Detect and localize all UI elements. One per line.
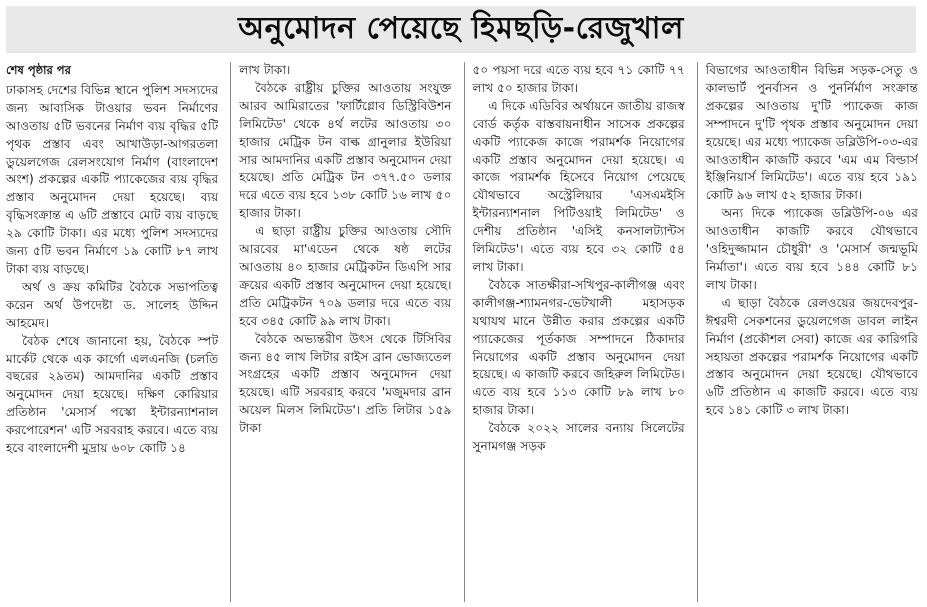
paragraph: বৈঠকে রাষ্ট্রীয় চুক্তির আওতায় সংযুক্ত আরব আমিরাতের 'ফার্টিগ্লোব ডিস্ট্রিবিউশন লিমিটেড' থেকে ৪র্থ লটের আওতায় ৩০ হাজার মেট্রিক টন বাল্ক গ্রানুলার ইউরিয়া সার আমদানির একটি প্রস্তাব অনুমোদন দেয়া হয়েছে। প্রতি মেট্রিক টন ৩৭৭.৫০ ডলার দরে এতে ব্যয় হবে ১৩৮ কোটি ১৬ লাখ ৫০ হাজার টাকা। — [239, 80, 452, 221]
paragraph: এ ছাড়া রাষ্ট্রীয় চুক্তির আওতায় সৌদি আরবের মা'এডেন থেকে ষষ্ঠ লটের আওতায় ৪০ হাজার মেট্রিকটন ডিএপি সার ক্রয়ের একটি প্রস্তাব অনুমোদন দেয়া হয়েছে। প্রতি মেট্রিকটন ৭০৯ ডলার দরে এতে ব্যয় হবে ৩৪৫ কোটি ৯৯ লাখ টাকা। — [239, 224, 452, 328]
article-column-3 — [464, 62, 685, 602]
paragraph: বৈঠকে অভ্যন্তরীণ উৎস থেকে টিসিবির জন্য ৪৫ লাখ লিটার রাইস ব্রান ভোজ্যতেল সংগ্রহের একটি প্রস্তাব অনুমোদন দেয়া হয়েছে। এটি সরবরাহ করবে 'মজুমদার ব্রান অয়েল মিলস লিমিটেড'। প্রতি লিটার ১৫৯ টাকা — [239, 331, 452, 436]
article-column-1 — [6, 62, 218, 602]
paragraph: ঢাকাসহ দেশের বিভিন্ন স্থানে পুলিশ সদস্যদের জন্য আবাসিক টাওয়ার ভবন নির্মাণের আওতায় ৫টি ভবনের নির্মাণ ব্যয় বৃদ্ধির ৫টি পৃথক প্রস্তাব এবং আখাউড়া-আগরতলা ডুয়েলগেজ রেলসংযোগ নির্মাণ (বাংলাদেশ অংশ) প্রকল্পের একটি প্যাকেজের ব্যয় বৃদ্ধির প্রস্তাব অনুমোদন দেয়া হয়েছে। ব্যয় বৃদ্ধিসংক্রান্ত এ ৬টি প্রস্তাবে মোট ব্যয় বাড়ছে ২৯ কোটি টাকা। এর মধ্যে পুলিশ সদস্যদের জন্য ৫টি ভবন নির্মাণে ১৯ কোটি ৮৭ লাখ টাকা ব্যয় বাড়ছে। — [6, 82, 219, 276]
headline-banner — [6, 6, 916, 53]
headline-title: অনুমোদন পেয়েছে হিমছড়ি-রেজুখাল — [238, 11, 684, 46]
paragraph: এ দিকে এডিবির অর্থায়নে জাতীয় রাজস্ব বোর্ড কর্তৃক বাস্তবায়নাধীন সাসেক প্রকল্পের একটি প্যাকেজ কাজে পরামর্শক নিয়োগের একটি প্রস্তাব অনুমোদন দেয়া হয়েছে। এ কাজে পরামর্শক হিসেবে নিয়োগ পেয়েছে যৌথভাবে অস্ট্রেলিয়ার 'এসএমইসি ইন্টারন্যাশনাল পিটিওয়াই লিমিটেড' ও দেশীয় প্রতিষ্ঠান 'এসিই কনসালট্যান্টস লিমিটেড'। এতে ব্যয় হবে ৩২ কোটি ৫৪ লাখ টাকা। — [472, 98, 685, 274]
article-column-4 — [697, 62, 918, 602]
paragraph: বৈঠকে সাতক্ষীরা-সখিপুর-কালীগঞ্জ এবং কালীগঞ্জ-শ্যামনগর-ভেটখালী মহাসড়ক যথাযথ মানে উন্নীত করার প্রকল্পের একটি প্যাকেজের পূর্তকাজ সম্পাদনে ঠিকাদার নিয়োগের একটি প্রস্তাব অনুমোদন দেয়া হয়েছে। এ কাজটি করবে জহিরুল লিমিটেড। এতে ব্যয় হবে ১১৩ কোটি ৮৯ লাখ ৮০ হাজার টাকা। — [472, 277, 685, 418]
paragraph: লাখ টাকা। — [239, 63, 291, 77]
continuation-note: শেষ পৃষ্ঠার পর — [6, 63, 71, 77]
article-columns — [6, 62, 918, 602]
paragraph: এ ছাড়া বৈঠকে রেলওয়ের জয়দেবপুর-ঈশ্বরদী সেকশনের ডুয়েলগেজ ডাবল লাইন নির্মাণ (প্রকৌশল সেবা) কাজে এর কারিগরি সহায়তা প্রকল্পের পরামর্শক নিয়োগের একটি প্রস্তাব অনুমোদন দেয়া হয়েছে। যৌথভাবে ৬টি প্রতিষ্ঠান এ কাজটি করবে। এতে ব্যয় হবে ১৪১ কোটি ৩ লাখ টাকা। — [705, 295, 918, 418]
paragraph: বৈঠক শেষে জানানো হয়, বৈঠকে স্পট মার্কেট থেকে এক কার্গো এলএনজি (চলতি বছরের ২৯তম) আমদানির একটি প্রস্তাব অনুমোদন দেয়া হয়েছে। দক্ষিণ কোরিয়ার প্রতিষ্ঠান 'মেসার্স পস্কো ইন্টারন্যাশনাল করপোরেশন' এটি সরবরাহ করবে। এতে ব্যয় হবে বাংলাদেশী মুদ্রায় ৬০৮ কোটি ১৪ — [6, 333, 219, 456]
paragraph: বিভাগের আওতাধীন বিভিন্ন সড়ক-সেতু ও কালভার্ট পুনর্বাসন ও পুনর্নির্মাণ সংক্রান্ত প্রকল্পের আওতায় দু'টি প্যাকেজ কাজ সম্পাদনে দু'টি পৃথক প্রস্তাব অনুমোদন দেয়া হয়েছে। এর মধ্যে প্যাকেজ ডব্লিউপি-০৩-এর আওতাধীন কাজটি করবে 'এম এম বিল্ডার্স ইঞ্জিনিয়ার্স লিমিটেড'। এতে ব্যয় হবে ১৯১ কোটি ৯৬ লাখ ৫২ হাজার টাকা। — [705, 63, 918, 203]
paragraph: অন্য দিকে প্যাকেজ ডব্লিউপি-০৬ এর আওতাধীন কাজটি করবে যৌথভাবে 'ওহিদুজ্জামান চৌধুরী' ও 'মেসার্স জন্মভূমি নির্মাতা'। এতে ব্যয় হবে ১৪৪ কোটি ৮১ লাখ টাকা। — [705, 206, 918, 292]
paragraph: অর্থ ও ক্রয় কমিটির বৈঠকে সভাপতিত্ব করেন অর্থ উপদেষ্টা ড. সালেহ উদ্দিন আহমেদ। — [6, 279, 219, 330]
article-column-2 — [230, 62, 451, 602]
paragraph: ৫০ পয়সা দরে এতে ব্যয় হবে ৭১ কোটি ৭৭ লাখ ৫০ হাজার টাকা। — [472, 63, 685, 95]
paragraph: বৈঠকে ২০২২ সালের বন্যায় সিলেটের সুনামগঞ্জ সড়ক — [472, 421, 685, 454]
